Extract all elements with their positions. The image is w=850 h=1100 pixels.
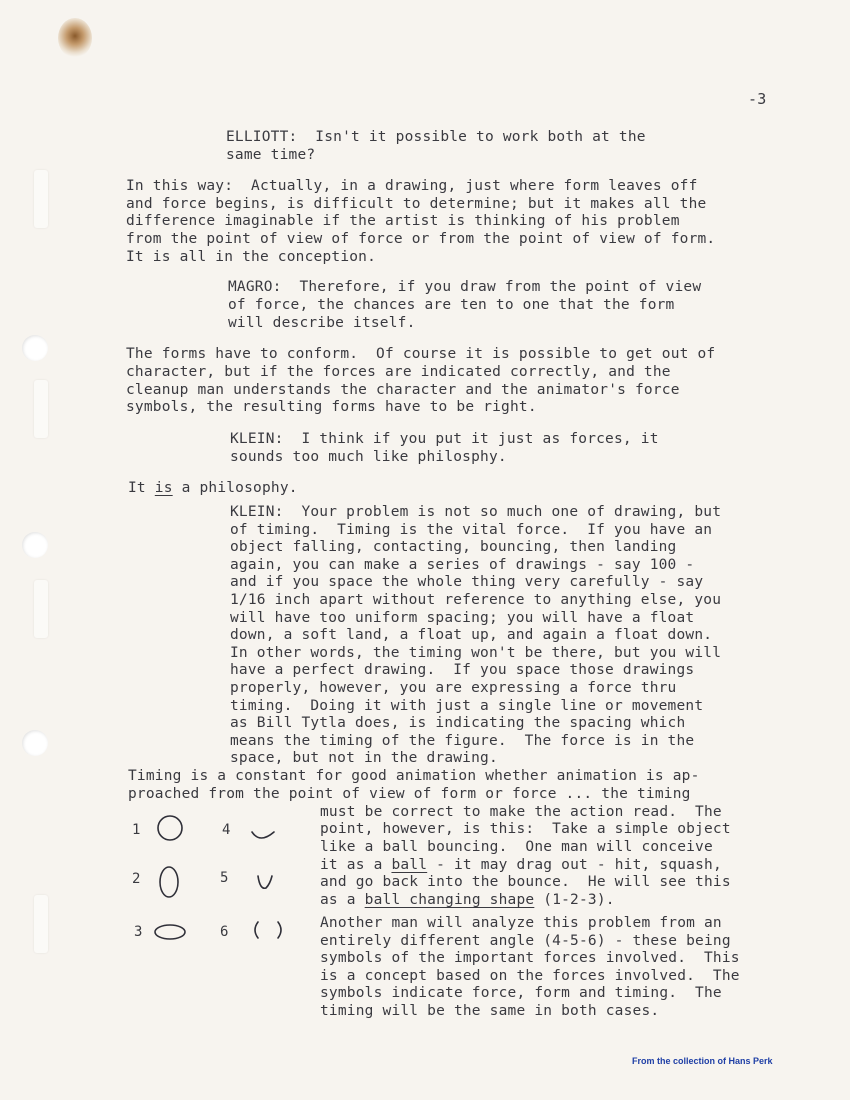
klein2-line: In other words, the timing won't be there, but you will [230, 644, 722, 661]
another-line: is a concept based on the forces involved. The [320, 967, 740, 984]
klein-line: sounds too much like philosphy. [230, 449, 507, 465]
paragraph-line: from the point of view of force or from the point of view of form. [126, 231, 716, 247]
philosophy-line: It is a philosophy. [128, 480, 298, 496]
figure-label: 6 [220, 924, 229, 940]
figure-label: 3 [134, 924, 143, 940]
another-line: Another man will analyze this problem from an [320, 915, 722, 931]
figure-label: 1 [132, 822, 141, 838]
paragraph-line: like a ball bouncing. One man will conceive [320, 839, 713, 855]
paragraph-line: In this way: Actually, in a drawing, just where form leaves off [126, 178, 698, 194]
klein2-line: means the timing of the figure. The force is in the [230, 732, 695, 749]
klein2-line: space, but not in the drawing. [230, 750, 498, 767]
klein-line: KLEIN: I think if you put it just as forces, it [230, 431, 659, 447]
tape-strip [34, 380, 48, 438]
force-curve-sketch [258, 876, 272, 888]
magro-line: MAGRO: Therefore, if you draw from the point of view [228, 279, 702, 295]
tape-strip [34, 170, 48, 228]
paragraph-line: proached from the point of view of form or force ... the timing [128, 786, 691, 802]
ball-round-sketch [158, 816, 182, 840]
klein2-line: and if you space the whole thing very carefully - say [230, 574, 704, 591]
force-bracket-left-sketch [255, 922, 258, 938]
another-line: timing will be the same in both cases. [320, 1003, 660, 1019]
paragraph-line: difference imaginable if the artist is thinking of his problem [126, 213, 680, 229]
page-number: -3 [748, 90, 767, 108]
ball-bounce-sketches [150, 810, 300, 950]
another-line: symbols indicate force, form and timing. The [320, 985, 722, 1002]
punch-hole [22, 730, 48, 756]
paragraph-line: point, however, is this: Take a simple object [320, 821, 731, 837]
another-line: symbols of the important forces involved. This [320, 950, 740, 967]
paragraph-line: must be correct to make the action read. The [320, 804, 722, 820]
klein2-line: 1/16 inch apart without reference to anything else, you [230, 592, 722, 608]
klein2-line: as Bill Tytla does, is indicating the spacing which [230, 715, 686, 732]
tape-strip [34, 580, 48, 638]
paragraph-line: It is all in the conception. [126, 249, 377, 265]
klein2-line: timing. Doing it with just a single line or movement [230, 697, 704, 714]
paragraph-line: The forms have to conform. Of course it is possible to get out of [126, 346, 716, 362]
figure-label: 5 [220, 870, 229, 886]
klein2-line: again, you can make a series of drawings - say 100 - [230, 556, 695, 573]
elliott-line-2: same time? [226, 147, 316, 163]
collection-credit: From the collection of Hans Perk [632, 1056, 773, 1066]
punch-hole [22, 532, 48, 558]
punch-hole [22, 335, 48, 361]
magro-line: will describe itself. [228, 315, 416, 331]
klein2-line: have a perfect drawing. If you space those drawings [230, 662, 695, 679]
paragraph-line: and force begins, is difficult to determine; but it makes all the [126, 196, 707, 212]
paragraph-line: as a ball changing shape (1-2-3). [320, 892, 615, 908]
klein2-line: KLEIN: Your problem is not so much one of drawing, but [230, 504, 722, 520]
klein2-line: object falling, contacting, bouncing, then landing [230, 539, 677, 556]
paragraph-line: symbols, the resulting forms have to be right. [126, 399, 537, 415]
figure-label: 4 [222, 822, 231, 838]
tape-strip [34, 895, 48, 953]
ball-squashed-sketch [155, 925, 185, 939]
paragraph-line: it as a ball - it may drag out - hit, squash, [320, 857, 722, 873]
force-bracket-right-sketch [278, 922, 281, 938]
paragraph-line: and go back into the bounce. He will see this [320, 874, 731, 890]
klein2-line: down, a soft land, a float up, and again a float down. [230, 627, 713, 644]
elliott-line-1: ELLIOTT: Isn't it possible to work both at the [226, 129, 646, 145]
klein2-line: properly, however, you are expressing a force thru [230, 680, 677, 696]
klein2-line: of timing. Timing is the vital force. If you have an [230, 521, 713, 538]
paragraph-line: character, but if the forces are indicated correctly, and the [126, 364, 671, 380]
klein2-line: will have too uniform spacing; you will have a float [230, 609, 695, 626]
stain-mark [58, 18, 92, 58]
paragraph-line: Timing is a constant for good animation whether animation is ap- [128, 768, 700, 784]
force-curve-sketch [252, 832, 274, 838]
magro-line: of force, the chances are ten to one that the form [228, 297, 675, 313]
ball-stretched-sketch [160, 867, 178, 897]
figure-label: 2 [132, 871, 141, 887]
paragraph-line: cleanup man understands the character and the animator's force [126, 382, 680, 398]
another-line: entirely different angle (4-5-6) - these being [320, 932, 731, 949]
